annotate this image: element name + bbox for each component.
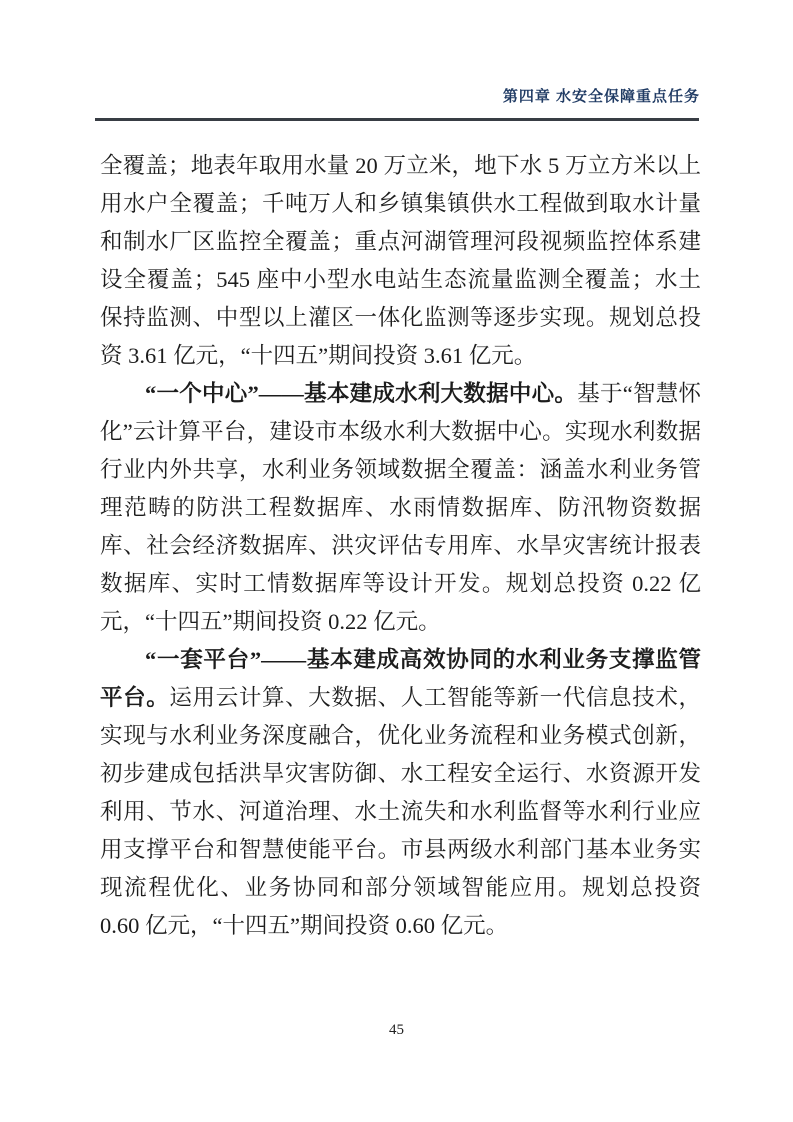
header-rule [95,118,699,121]
body-paragraph-1 [100,147,701,375]
body-paragraph-3 [100,641,701,945]
document-body [100,147,701,945]
paragraph-2-text: 基于“智慧怀化”云计算平台，建设市本级水利大数据中心。实现水利数据行业内外共享，水利业务领域数据全覆盖：涵盖水利业务管理范畴的防洪工程数据库、水雨情数据库、防汛物资数据库、社会经济数据库、洪灾评估专用库、水旱灾害统计报表数据库、实时工情数据库等设计开发。规划总投资 0.22 亿元，“十四五”期间投资 0.22 亿元。 [100,381,701,634]
page-footer [0,1021,793,1039]
paragraph-1-text: 全覆盖；地表年取用水量 20 万立米，地下水 5 万立方米以上用水户全覆盖；千吨万人和乡镇集镇供水工程做到取水计量和制水厂区监控全覆盖；重点河湖管理河段视频监控体系建设全覆盖；545 座中小型水电站生态流量监测全覆盖；水土保持监测、中型以上灌区一体化监测等逐步实现。规划总投资 3.61 亿元，“十四五”期间投资 3.61 亿元。 [100,153,701,368]
body-paragraph-2 [100,375,701,641]
page-number: 45 [389,1022,404,1038]
chapter-title: 第四章 水安全保障重点任务 [502,88,700,105]
page-header [95,85,700,106]
paragraph-3-bold-lead: “一套平台”——基本建成高效协同的水利业务支撑监管平台。 [100,647,701,710]
paragraph-2-bold-lead: “一个中心”——基本建成水利大数据中心。 [145,381,578,406]
paragraph-3-text: 运用云计算、大数据、人工智能等新一代信息技术，实现与水利业务深度融合，优化业务流程和业务模式创新，初步建成包括洪旱灾害防御、水工程安全运行、水资源开发利用、节水、河道治理、水土流失和水利监督等水利行业应用支撑平台和智慧使能平台。市县两级水利部门基本业务实现流程优化、业务协同和部分领域智能应用。规划总投资 0.60 亿元，“十四五”期间投资 0.60 亿元。 [100,685,701,938]
